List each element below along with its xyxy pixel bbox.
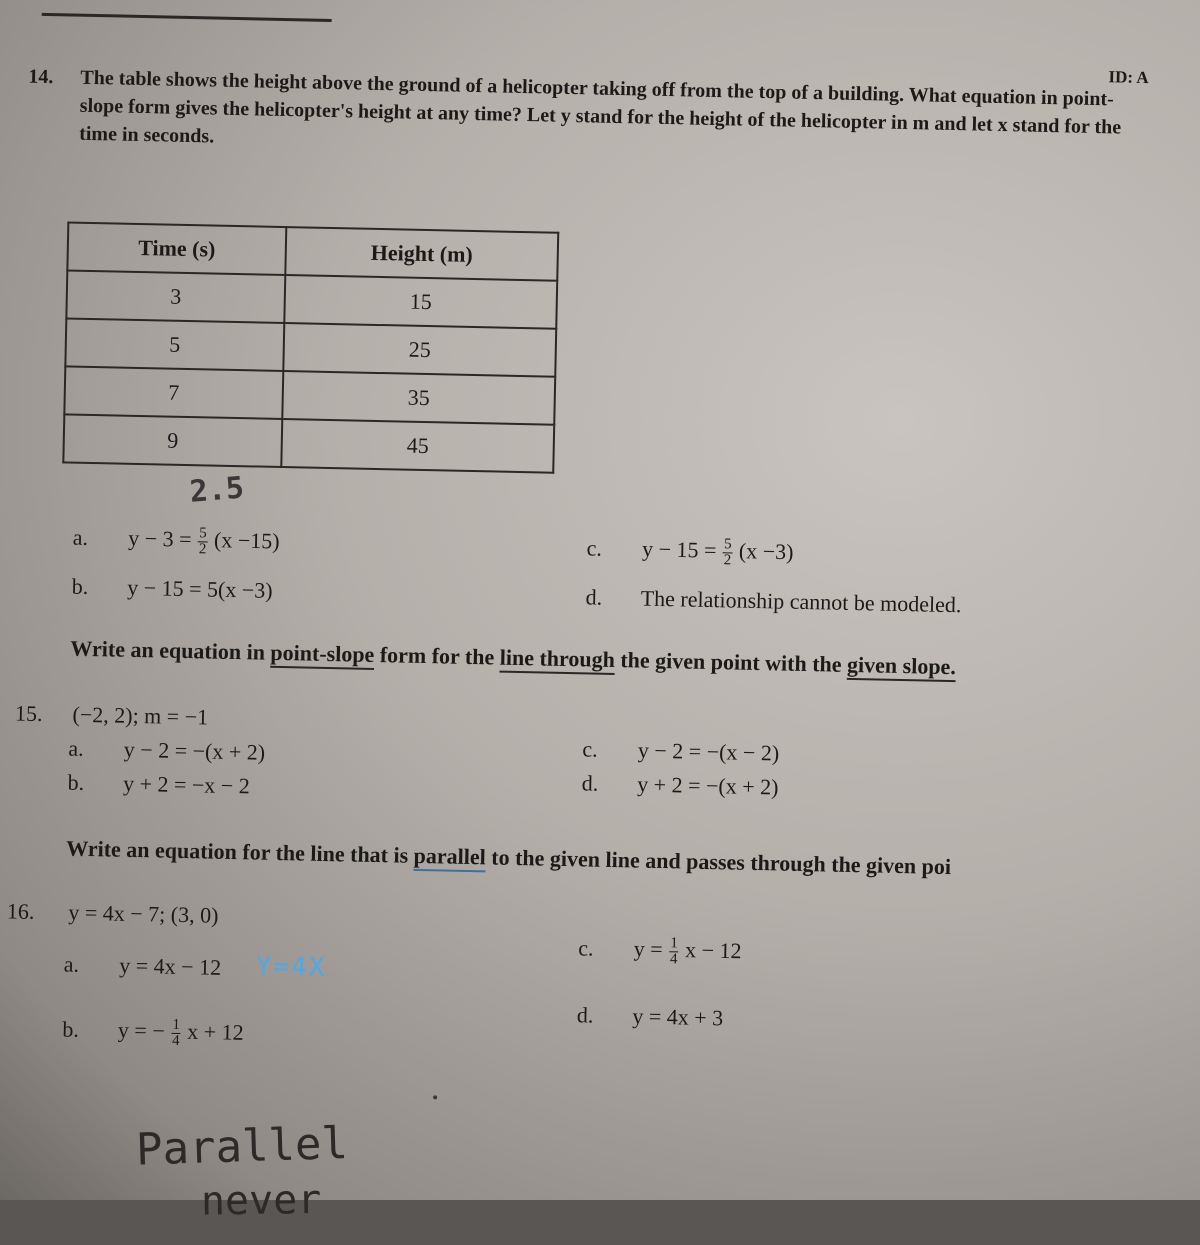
choice-label: b. — [62, 1016, 80, 1042]
fraction — [198, 526, 208, 557]
q15-choice-b[interactable] — [67, 770, 250, 800]
choice-text: y + 2 = −(x + 2) — [636, 771, 779, 800]
question-14 — [28, 63, 1159, 148]
top-rule-line — [42, 13, 332, 22]
choice-text: y = 4x − 12 — [119, 952, 222, 980]
choice-label: b. — [67, 769, 85, 795]
heading-underlined-given-slope: given slope. — [846, 651, 957, 680]
choice-label: b. — [71, 573, 89, 599]
choice-text: The relationship cannot be modeled. — [640, 585, 962, 618]
choice-label: c. — [582, 736, 598, 762]
heading-underlined-parallel: parallel — [413, 842, 487, 870]
heading-text: the — [464, 643, 501, 670]
heading-text: Write an equation in — [70, 635, 271, 665]
table-cell-time: 5 — [65, 318, 284, 371]
q15-choice-a[interactable] — [68, 736, 265, 766]
height-time-table — [62, 221, 559, 473]
fraction — [171, 1018, 181, 1049]
fraction — [723, 537, 733, 568]
q14-choice-c[interactable] — [586, 534, 793, 569]
table-header-time: Time (s) — [67, 222, 286, 275]
question-16-text: y = 4x − 7; (3, 0) — [68, 899, 219, 928]
fraction-numerator: 1 — [172, 1016, 181, 1033]
table-header-height: Height (m) — [285, 227, 558, 281]
choice-label: c. — [586, 534, 603, 561]
handwritten-parallel-note: Parallel — [135, 1118, 349, 1176]
choice-text-post: x − 12 — [684, 937, 742, 964]
fraction — [669, 936, 679, 967]
q15-choice-c[interactable] — [582, 736, 779, 766]
choice-label: a. — [63, 951, 80, 977]
choice-text-post: x + 12 — [187, 1018, 244, 1045]
heading-text: to the given line and passes through the given poi — [485, 844, 952, 880]
choice-text-post: (x −15) — [213, 527, 280, 554]
table-cell-height: 25 — [283, 323, 556, 377]
fraction-denominator: 2 — [723, 552, 732, 569]
choice-label: d. — [581, 770, 599, 796]
table-cell-time: 9 — [63, 414, 282, 467]
question-14-number: 14. — [28, 65, 54, 89]
choice-label: c. — [578, 934, 594, 961]
choice-text: y + 2 = −x − 2 — [122, 770, 250, 799]
section-heading-point-slope — [70, 636, 956, 681]
question-15-text: (−2, 2); m = −1 — [72, 701, 209, 730]
handwritten-slope-note: 2.5 — [188, 470, 246, 510]
heading-underlined-line-through: line through — [499, 644, 616, 673]
fraction-numerator: 5 — [199, 525, 207, 542]
q14-choice-a[interactable] — [72, 524, 279, 559]
id-tag: ID: A — [1108, 67, 1149, 88]
heading-text: form for — [374, 641, 466, 669]
question-15-prompt — [15, 700, 209, 730]
fraction-numerator: 5 — [723, 536, 732, 553]
choice-label: a. — [72, 524, 89, 550]
choice-text-pre: y − 15 = — [641, 536, 717, 563]
question-14-text: The table shows the height above the ground of a helicopter taking off from the top of a building. What equation in point-slope form gives the helicopter's height at any time? Let y stand for the height of the helicopter in m and let x stand for the time in seconds. — [78, 66, 1122, 148]
table-cell-time: 3 — [66, 270, 285, 323]
heading-text: Write an equation for the line that is — [65, 835, 414, 868]
q16-choice-a[interactable] — [64, 952, 222, 981]
handwritten-blue-answer: Y=4X — [255, 951, 327, 984]
question-16-prompt — [7, 898, 219, 928]
table-cell-height: 15 — [284, 275, 557, 329]
q16-choice-b[interactable] — [62, 1016, 244, 1051]
choice-label: a. — [68, 735, 84, 761]
choice-text: y − 15 = 5(x −3) — [126, 574, 273, 603]
fraction-denominator: 4 — [669, 951, 678, 968]
q14-choice-d[interactable] — [585, 584, 961, 618]
heading-text: the given point with the — [614, 647, 848, 677]
choice-text-pre: y = − — [117, 1017, 166, 1044]
table-row — [63, 414, 554, 472]
fraction-denominator: 4 — [171, 1032, 180, 1049]
choice-text-pre: y = — [633, 936, 663, 962]
choice-text: y − 2 = −(x − 2) — [637, 737, 780, 766]
handwritten-never-note: never — [200, 1176, 322, 1225]
choice-label: d. — [576, 1002, 594, 1028]
section-heading-parallel — [66, 836, 951, 881]
choice-label: d. — [585, 584, 603, 610]
fraction-numerator: 1 — [670, 935, 678, 952]
q16-choice-d[interactable] — [577, 1002, 724, 1031]
question-16-number: 16. — [6, 898, 35, 924]
q16-choice-c[interactable] — [578, 934, 742, 968]
choice-text: y = 4x + 3 — [632, 1003, 724, 1031]
heading-underlined-point-slope: point-slope — [270, 639, 375, 667]
choice-text-post: (x −3) — [738, 538, 794, 565]
pencil-dot — [433, 1095, 437, 1099]
choice-text-pre: y − 3 = — [128, 525, 192, 552]
fraction-denominator: 2 — [198, 541, 207, 558]
question-15-number: 15. — [14, 700, 43, 727]
q14-choice-b[interactable] — [71, 574, 272, 604]
table-cell-height: 35 — [282, 371, 555, 425]
table-cell-height: 45 — [281, 419, 554, 473]
choice-text: y − 2 = −(x + 2) — [123, 736, 266, 765]
table-cell-time: 7 — [64, 366, 283, 419]
q15-choice-d[interactable] — [581, 770, 778, 800]
